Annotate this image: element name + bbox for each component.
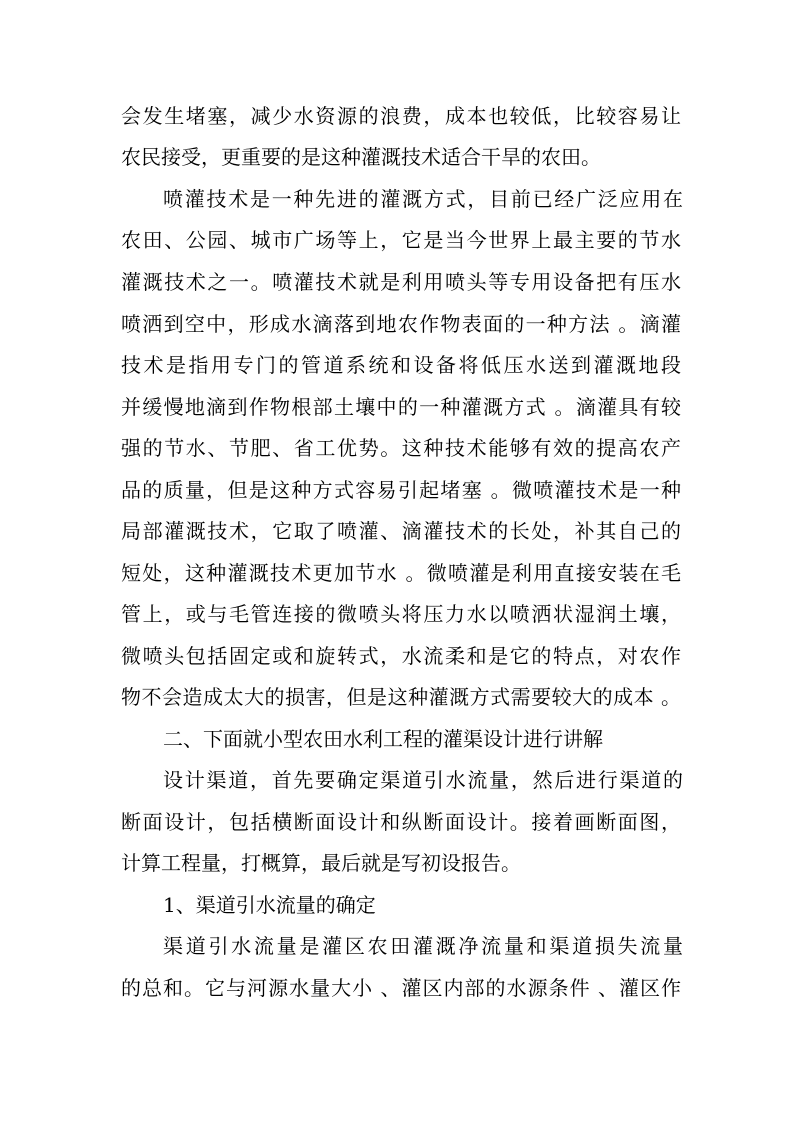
text-line: 技术是指用专门的管道系统和设备将低压水送到灌溉地段 xyxy=(121,353,681,377)
text-line: 强的节水、节肥、省工优势。这种技术能够有效的提高农产 xyxy=(121,436,681,460)
subsection-heading: 1、渠道引水流量的确定 xyxy=(163,893,376,917)
text-line: 管上，或与毛管连接的微喷头将压力水以喷洒状湿润土壤， xyxy=(121,602,681,626)
text-line: 灌溉技术之一。喷灌技术就是利用喷头等专用设备把有压水 xyxy=(121,270,681,294)
text-line: 断面设计，包括横断面设计和纵断面设计。接着画断面图， xyxy=(121,810,681,834)
text-line: 农田、公园、城市广场等上，它是当今世界上最主要的节水 xyxy=(121,228,681,252)
text-line: 设计渠道，首先要确定渠道引水流量，然后进行渠道的 xyxy=(163,768,683,792)
text-line: 农民接受，更重要的是这种灌溉技术适合干旱的农田。 xyxy=(121,145,601,169)
text-line: 喷灌技术是一种先进的灌溉方式，目前已经广泛应用在 xyxy=(163,187,683,211)
text-line: 会发生堵塞，减少水资源的浪费，成本也较低，比较容易让 xyxy=(121,104,681,128)
text-line: 微喷头包括固定或和旋转式，水流柔和是它的特点，对农作 xyxy=(121,644,681,668)
text-line: 渠道引水流量是灌区农田灌溉净流量和渠道损失流量 xyxy=(163,934,683,958)
text-line: 品的质量，但是这种方式容易引起堵塞 。微喷灌技术是一种 xyxy=(121,478,681,502)
text-line: 并缓慢地滴到作物根部土壤中的一种灌溉方式 。滴灌具有较 xyxy=(121,395,681,419)
text-line: 局部灌溉技术，它取了喷灌、滴灌技术的长处，补其自己的 xyxy=(121,519,681,543)
text-line: 物不会造成太大的损害，但是这种灌溉方式需要较大的成本 。 xyxy=(121,685,681,709)
text-line: 计算工程量，打概算，最后就是写初设报告。 xyxy=(121,851,521,875)
section-heading: 二、下面就小型农田水利工程的灌渠设计进行讲解 xyxy=(163,727,603,751)
text-line: 喷洒到空中，形成水滴落到地农作物表面的一种方法 。滴灌 xyxy=(121,312,681,336)
text-line: 短处，这种灌溉技术更加节水 。微喷灌是利用直接安装在毛 xyxy=(121,561,681,585)
text-line: 的总和。它与河源水量大小 、灌区内部的水源条件 、灌区作 xyxy=(121,976,681,1000)
